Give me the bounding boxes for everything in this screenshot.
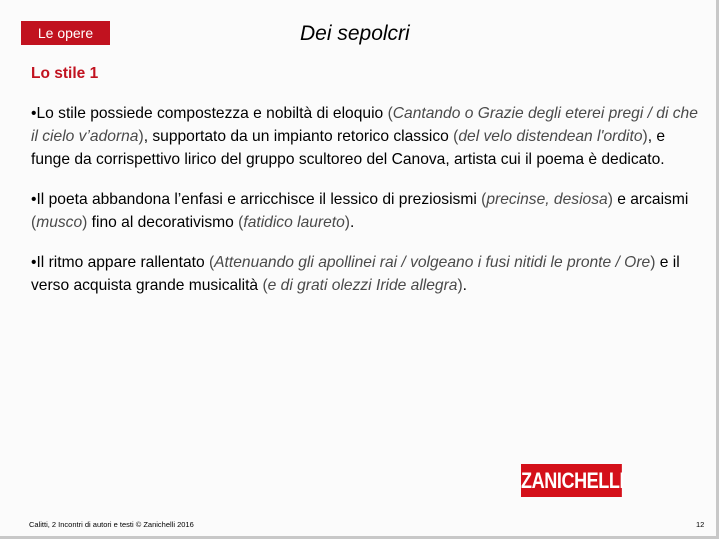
paren-close: ) [607,191,613,208]
text: e arcaismi [612,191,689,208]
paren-close: ) [138,128,144,145]
paren-close: ) [457,277,463,294]
text: . [349,214,355,231]
quotation: musco [36,214,83,231]
bullet-marker: • [31,105,37,122]
paren-open: ( [453,128,459,145]
text: fino al decorativismo [87,214,239,231]
quotation: Cantando o Grazie degli eterei pregi / di che il cielo v’adorna [31,105,698,145]
bullet-marker: • [31,191,37,208]
paren-open: ( [238,214,244,231]
quotation: del velo distendean l'ordito [458,128,643,145]
paren-open: ( [387,105,393,122]
paren-open: ( [208,254,215,271]
paren-open: ( [262,277,268,294]
text: Il poeta abbandona l’enfasi e arricchisce il lessico di preziosismi [36,191,482,208]
quotation: fatidico laureto [243,214,345,231]
paren-close: ) [650,254,656,271]
paren-open: ( [31,214,37,231]
bullet-marker: • [31,254,37,271]
paren-close: ) [344,214,350,231]
text: , supportato da un impianto retorico classico [143,128,454,145]
bullet-paragraph-1 [31,102,703,171]
text: , e funge da corrispettivo lirico del gruppo scultoreo del Canova, artista cui il poema è dedicato. [31,128,666,168]
paren-close: ) [642,128,648,145]
text: . [462,277,468,294]
text: Lo stile possiede compostezza e nobiltà di eloquio [36,105,388,122]
publisher-logo: ZANICHELLI [521,464,622,497]
paren-close: ) [82,214,88,231]
page-number: 12 [696,520,705,529]
content-body [31,102,703,314]
section-title: Lo stile 1 [31,65,99,82]
text: e il verso acquista grande musicalità [31,254,680,294]
text: Il ritmo appare rallentato [36,254,209,271]
section-tag: Le opere [21,21,110,45]
slide-title: Dei sepolcri [300,22,410,45]
footer-credit: Calitti, 2 Incontri di autori e testi © Zanichelli 2016 [29,520,194,529]
quotation: Attenuando gli apollinei rai / volgeano i fusi nitidi le pronte / Ore [214,254,651,271]
quotation: precinse, desiosa [486,191,608,208]
quotation: e di grati olezzi Iride allegra [267,277,458,294]
bullet-paragraph-2 [31,188,703,234]
bullet-paragraph-3 [31,251,703,297]
paren-open: ( [481,191,487,208]
